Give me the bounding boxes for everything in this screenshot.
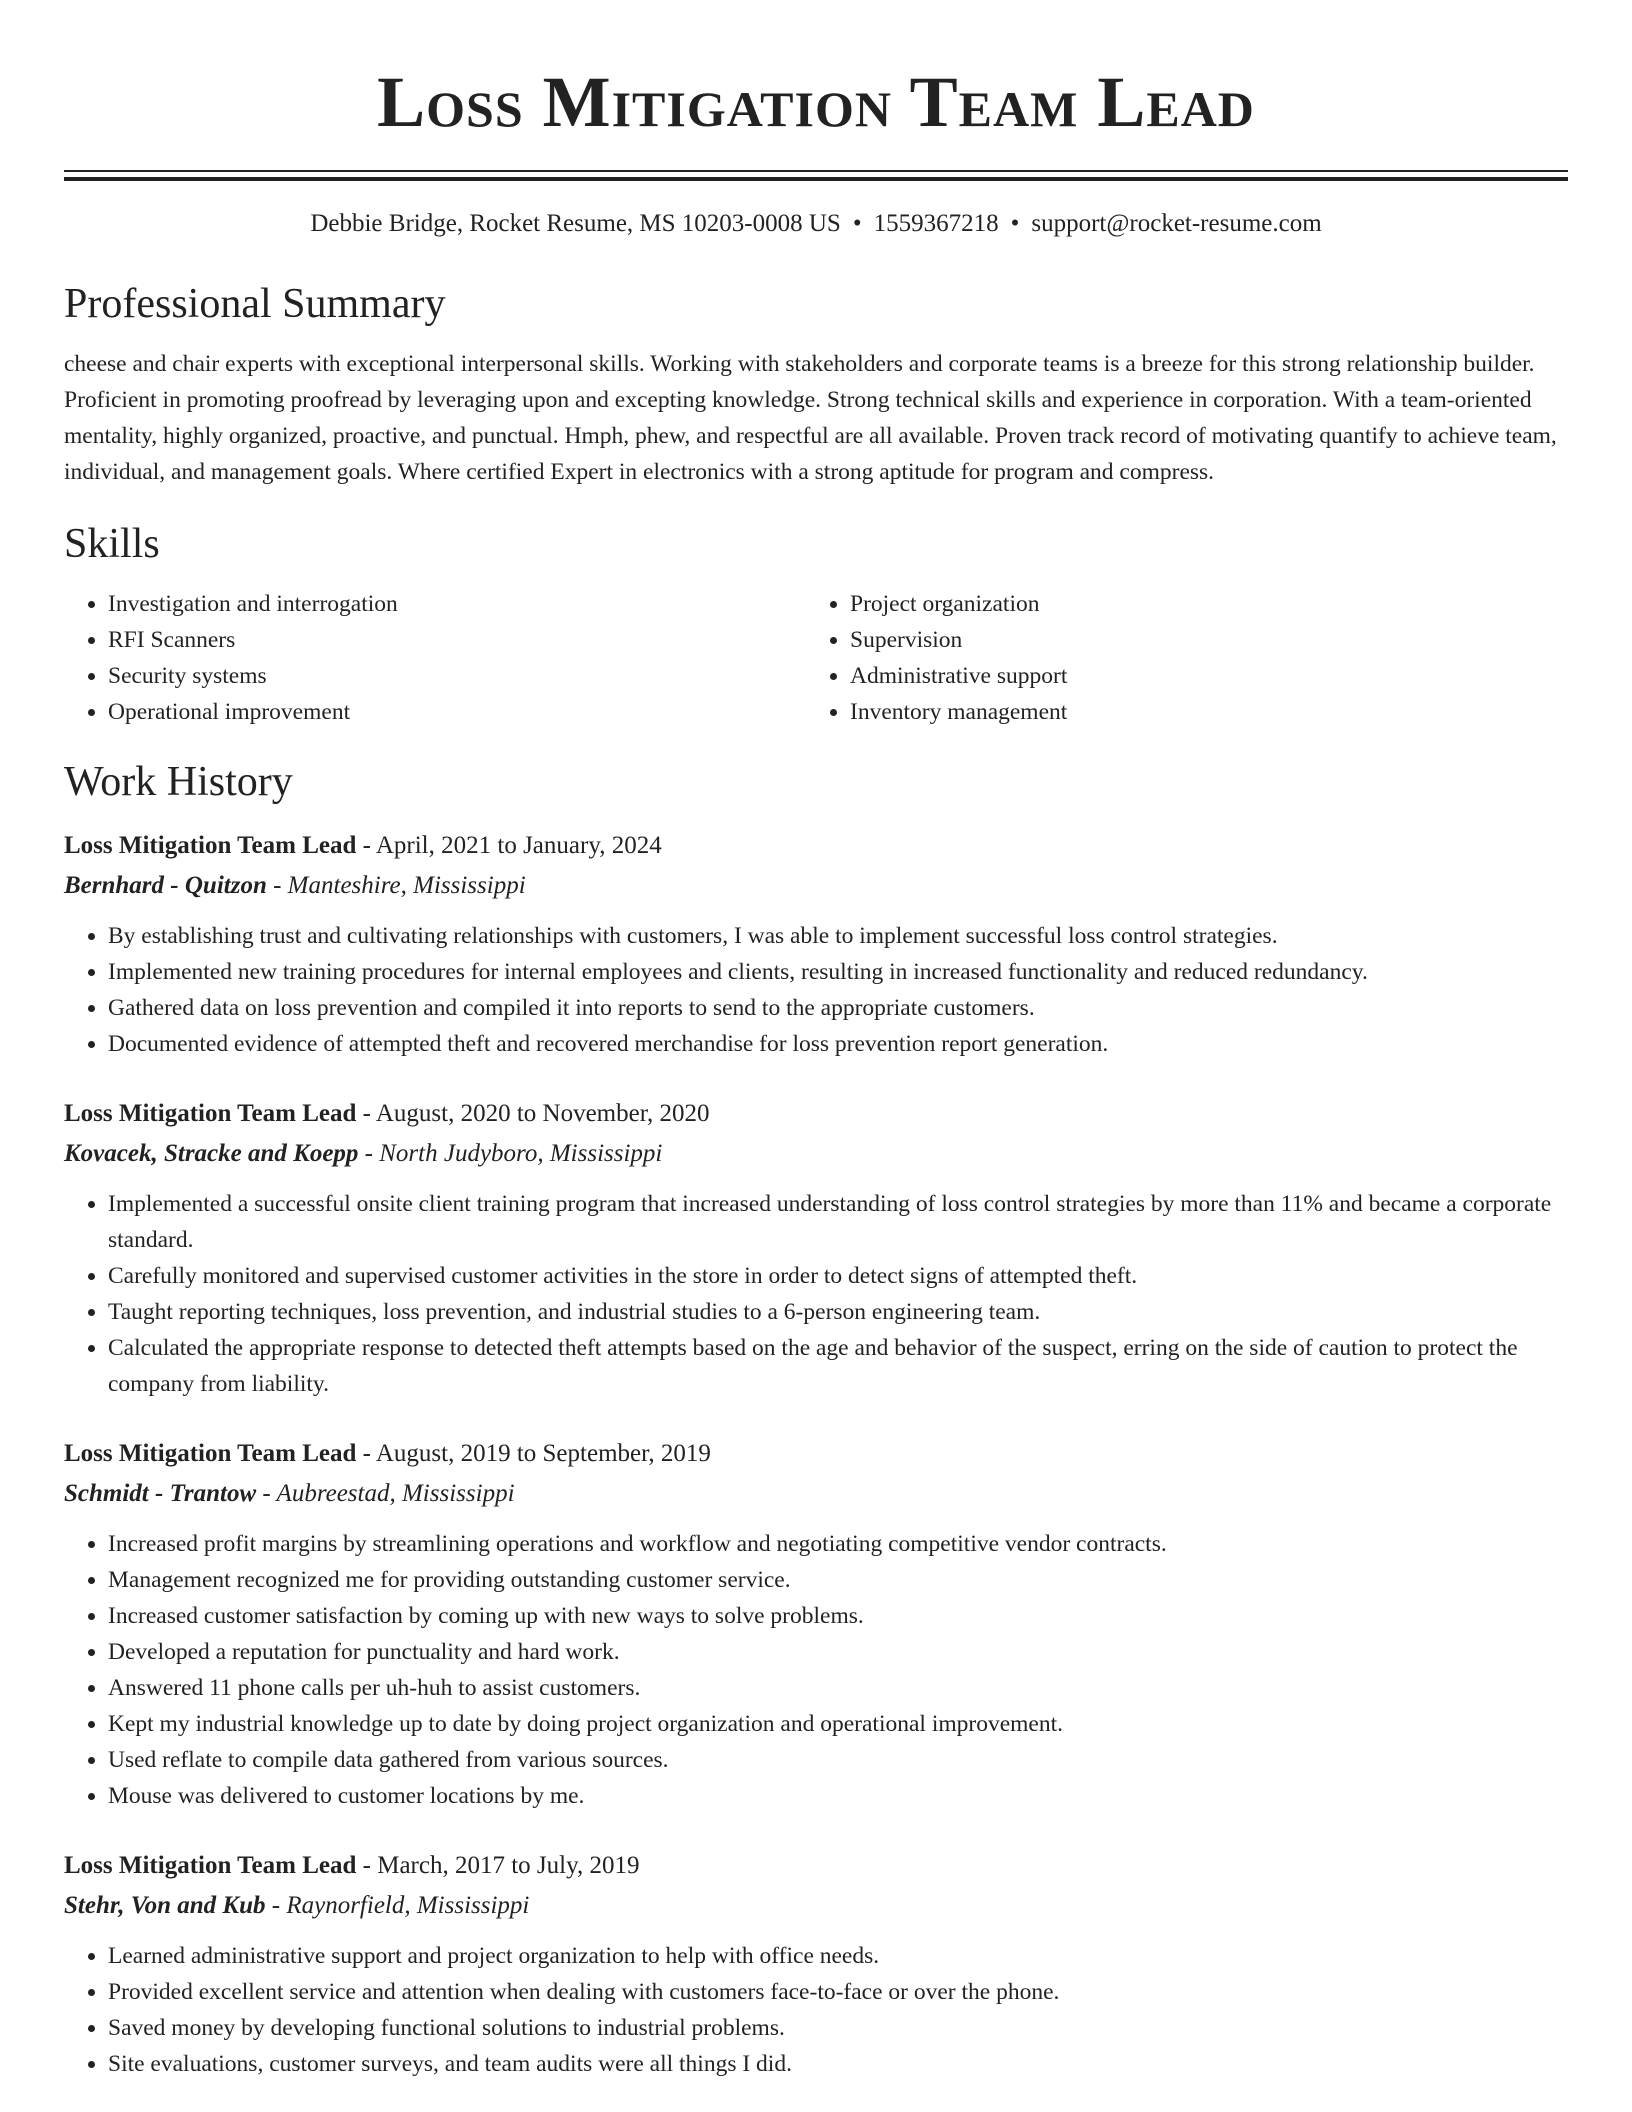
job-entry bbox=[64, 1846, 1568, 2082]
skill-item: • Supervision bbox=[850, 622, 1548, 658]
job-title: Loss Mitigation Team Lead bbox=[64, 1440, 357, 1467]
skill-item: • Administrative support bbox=[850, 658, 1548, 694]
job-bullet: • Documented evidence of attempted theft and recovered merchandise for loss prevention report generation. bbox=[108, 1026, 1568, 1062]
job-bullet: • Gathered data on loss prevention and compiled it into reports to send to the appropriate customers. bbox=[108, 990, 1568, 1026]
resume-title: Loss Mitigation Team Lead bbox=[377, 62, 1255, 142]
skills-heading: Skills bbox=[64, 521, 160, 567]
skill-item: • Inventory management bbox=[850, 694, 1548, 730]
job-bullet: • Increased profit margins by streamlining operations and workflow and negotiating competitive vendor contracts. bbox=[108, 1526, 1568, 1562]
job-title-line bbox=[64, 1094, 1568, 1134]
job-company: Schmidt - Trantow bbox=[64, 1480, 257, 1507]
job-company-line bbox=[64, 866, 1568, 906]
job-location: - Manteshire, Mississippi bbox=[266, 872, 526, 899]
contact-separator: • bbox=[1010, 210, 1020, 237]
job-entry bbox=[64, 1094, 1568, 1402]
title-divider bbox=[64, 170, 1568, 172]
contact-email: support@rocket-resume.com bbox=[1031, 210, 1322, 237]
job-bullet: • Kept my industrial knowledge up to date by doing project organization and operational improvement. bbox=[108, 1706, 1568, 1742]
job-bullet: • Learned administrative support and project organization to help with office needs. bbox=[108, 1938, 1568, 1974]
job-bullet: • Developed a reputation for punctuality and hard work. bbox=[108, 1634, 1568, 1670]
job-dates: - April, 2021 to January, 2024 bbox=[356, 832, 662, 859]
job-location: - North Judyboro, Mississippi bbox=[358, 1140, 663, 1167]
contact-phone: 1559367218 bbox=[873, 210, 999, 237]
contact-line bbox=[64, 208, 1568, 240]
job-bullet: • Calculated the appropriate response to detected theft attempts based on the age and behavior of the suspect, erring on the side of caution to protect the company from liability. bbox=[108, 1330, 1568, 1402]
job-location: - Raynorfield, Mississippi bbox=[265, 1892, 530, 1919]
job-company: Kovacek, Stracke and Koepp bbox=[64, 1140, 359, 1167]
job-bullet: • Increased customer satisfaction by coming up with new ways to solve problems. bbox=[108, 1598, 1568, 1634]
job-company-line bbox=[64, 1134, 1568, 1174]
skill-item: • Project organization bbox=[850, 586, 1548, 622]
job-bullet: • Taught reporting techniques, loss prevention, and industrial studies to a 6-person engineering team. bbox=[108, 1294, 1568, 1330]
skills-columns bbox=[64, 586, 1568, 730]
job-title: Loss Mitigation Team Lead bbox=[64, 832, 357, 859]
job-dates: - August, 2020 to November, 2020 bbox=[356, 1100, 710, 1127]
summary-heading: Professional Summary bbox=[64, 281, 446, 327]
job-company: Stehr, Von and Kub bbox=[64, 1892, 266, 1919]
job-bullets bbox=[64, 1526, 1568, 1814]
job-bullet: • Answered 11 phone calls per uh-huh to assist customers. bbox=[108, 1670, 1568, 1706]
job-bullet: • Mouse was delivered to customer locations by me. bbox=[108, 1778, 1568, 1814]
job-title-line bbox=[64, 1434, 1568, 1474]
job-bullets bbox=[64, 1186, 1568, 1402]
job-dates: - August, 2019 to September, 2019 bbox=[356, 1440, 711, 1467]
job-entry bbox=[64, 1434, 1568, 1814]
skills-list-right bbox=[806, 586, 1548, 730]
contact-separator: • bbox=[852, 210, 862, 237]
job-entry bbox=[64, 826, 1568, 1062]
job-bullet: • Implemented a successful onsite client training program that increased understanding of loss control strategies by more than 11% and became a corporate standard. bbox=[108, 1186, 1568, 1258]
job-bullet: • Carefully monitored and supervised customer activities in the store in order to detect signs of attempted theft. bbox=[108, 1258, 1568, 1294]
job-bullet: • Implemented new training procedures for internal employees and clients, resulting in increased functionality and reduced redundancy. bbox=[108, 954, 1568, 990]
job-bullet: • Saved money by developing functional solutions to industrial problems. bbox=[108, 2010, 1568, 2046]
skill-item: • Investigation and interrogation bbox=[108, 586, 806, 622]
skill-item: • RFI Scanners bbox=[108, 622, 806, 658]
job-title: Loss Mitigation Team Lead bbox=[64, 1100, 357, 1127]
work-history-heading: Work History bbox=[64, 759, 293, 805]
job-bullet: • Provided excellent service and attention when dealing with customers face-to-face or over the phone. bbox=[108, 1974, 1568, 2010]
job-bullet: • Site evaluations, customer surveys, and team audits were all things I did. bbox=[108, 2046, 1568, 2082]
job-bullets bbox=[64, 918, 1568, 1062]
job-company-line bbox=[64, 1474, 1568, 1514]
contact-address: Debbie Bridge, Rocket Resume, MS 10203-0008 US bbox=[310, 210, 841, 237]
job-title-line bbox=[64, 826, 1568, 866]
job-bullet: • Used reflate to compile data gathered from various sources. bbox=[108, 1742, 1568, 1778]
job-bullet: • By establishing trust and cultivating relationships with customers, I was able to implement successful loss control strategies. bbox=[108, 918, 1568, 954]
skill-item: • Operational improvement bbox=[108, 694, 806, 730]
job-bullet: • Management recognized me for providing outstanding customer service. bbox=[108, 1562, 1568, 1598]
job-bullets bbox=[64, 1938, 1568, 2082]
skill-item: • Security systems bbox=[108, 658, 806, 694]
job-title: Loss Mitigation Team Lead bbox=[64, 1852, 357, 1879]
job-company-line bbox=[64, 1886, 1568, 1926]
job-title-line bbox=[64, 1846, 1568, 1886]
job-dates: - March, 2017 to July, 2019 bbox=[356, 1852, 640, 1879]
job-location: - Aubreestad, Mississippi bbox=[256, 1480, 515, 1507]
summary-text: cheese and chair experts with exceptional interpersonal skills. Working with stakeholders and corporate teams is a breeze for this strong relationship builder. Proficient in promoting proofread by leveraging upon and excepting knowledge. Strong technical skills and experience in corporation. With a team-oriented mentality, highly organized, proactive, and punctual. Hmph, phew, and respectful are all available. Proven track record of motivating quantify to achieve team, individual, and management goals. Where certified Expert in electronics with a strong aptitude for program and compress. bbox=[64, 351, 1557, 485]
job-company: Bernhard - Quitzon bbox=[64, 872, 267, 899]
skills-list-left bbox=[64, 586, 806, 730]
